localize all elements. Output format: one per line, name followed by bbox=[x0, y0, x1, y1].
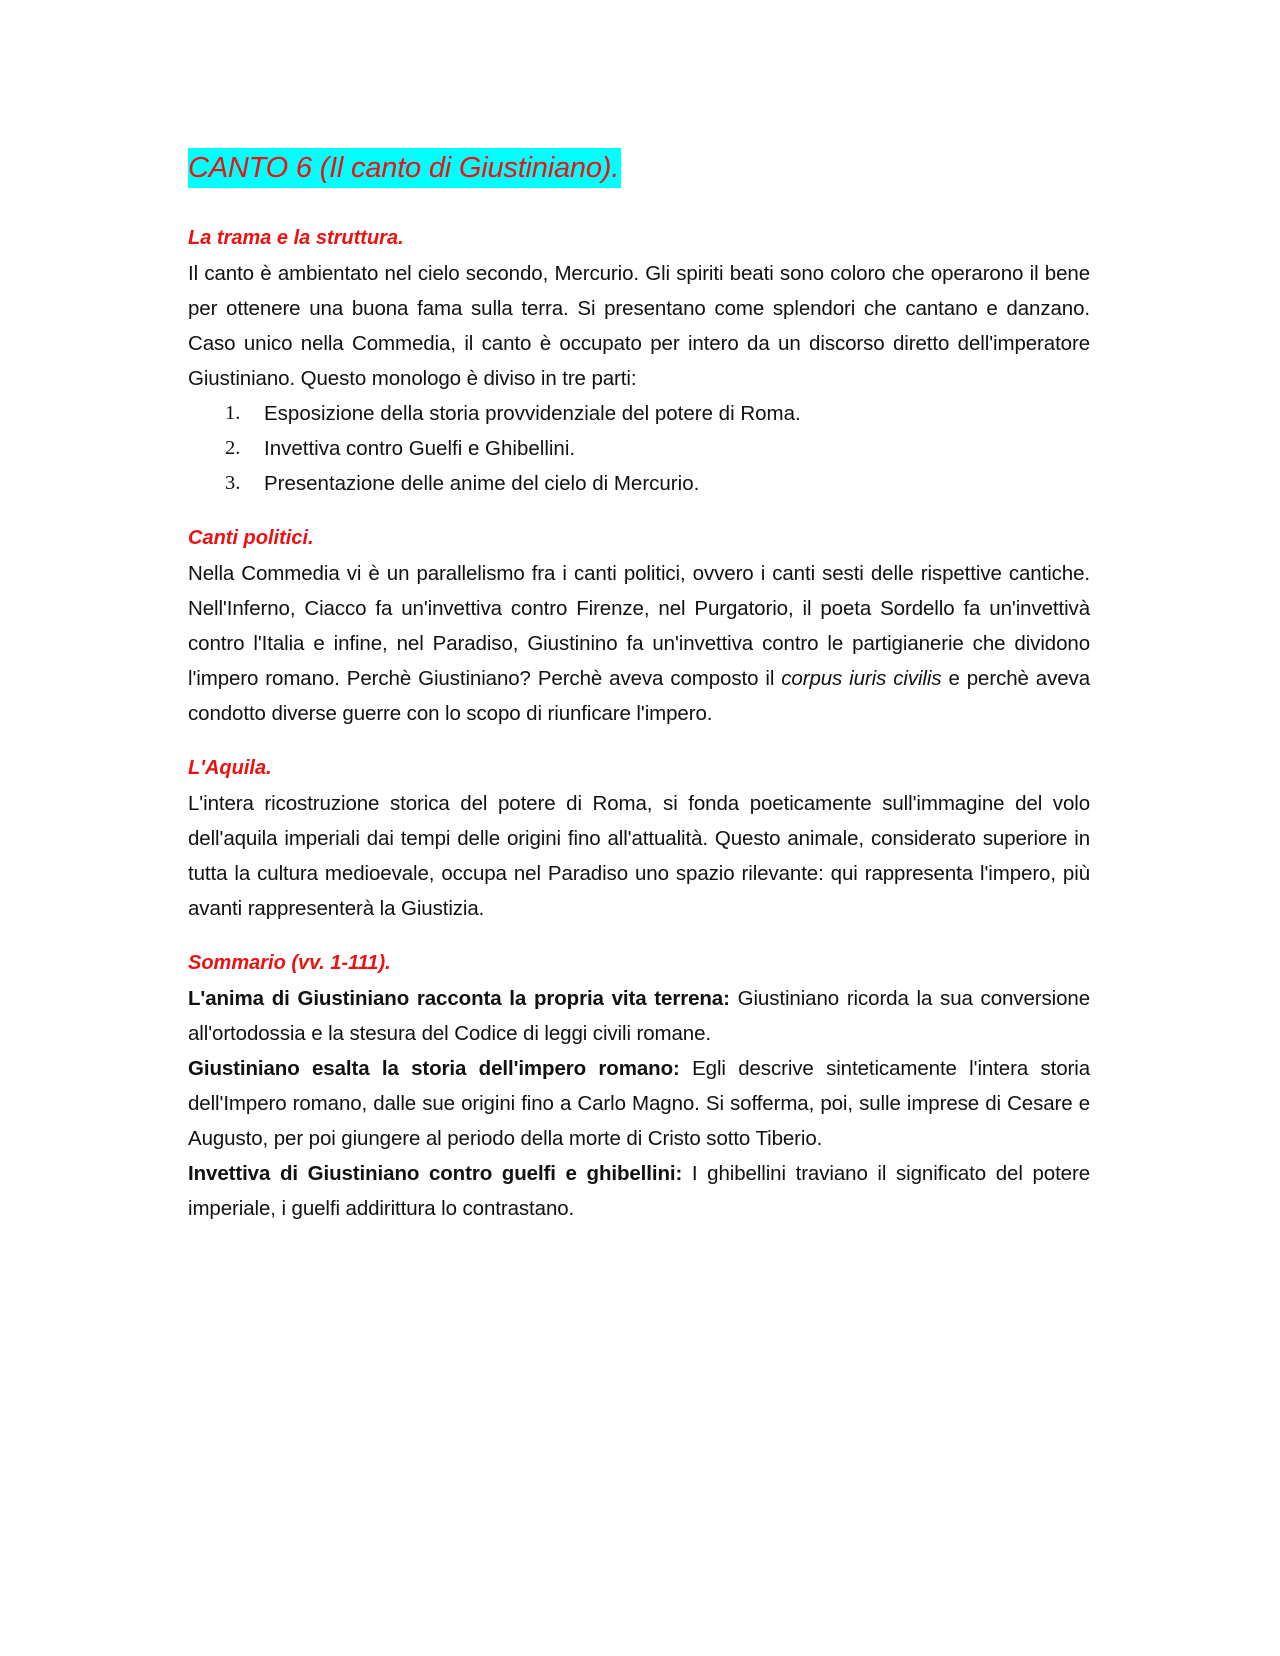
section-aquila bbox=[188, 751, 1090, 926]
list-item bbox=[188, 396, 1090, 431]
sommario-entry-lead: Giustiniano esalta la storia dell'impero romano: bbox=[188, 1057, 680, 1080]
section-sommario bbox=[188, 946, 1090, 1226]
section-trama bbox=[188, 221, 1090, 501]
section-heading-sommario: Sommario (vv. 1-111). bbox=[188, 952, 391, 974]
paragraph-text: e perchè aveva condotto diverse guerre con lo scopo di riunficare l'impero. bbox=[188, 667, 1090, 725]
italic-term: corpus iuris civilis bbox=[781, 667, 942, 690]
sommario-entry bbox=[188, 981, 1090, 1051]
section-heading-canti-politici: Canti politici. bbox=[188, 527, 314, 549]
section-heading-aquila: L'Aquila. bbox=[188, 757, 272, 779]
sommario-entry bbox=[188, 1051, 1090, 1156]
list-number: 3. bbox=[225, 472, 241, 494]
sommario-entry-text: I ghibellini traviano il significato del potere imperiale, i guelfi addirittura lo contrastano. bbox=[188, 1162, 1090, 1220]
sommario-entry-lead: L'anima di Giustiniano racconta la propria vita terrena: bbox=[188, 987, 730, 1010]
list-item-text: Presentazione delle anime del cielo di Mercurio. bbox=[264, 472, 700, 495]
list-item-text: Esposizione della storia provvidenziale del potere di Roma. bbox=[264, 402, 801, 425]
section-canti-politici bbox=[188, 521, 1090, 731]
paragraph-text: Nella Commedia vi è un parallelismo fra i canti politici, ovvero i canti sesti delle rispettive cantiche. Nell'Inferno, Ciacco fa un'invettiva contro Firenze, nel Purgatorio, il poeta Sordello fa un'invettivà contro l'Italia e infine, nel Paradiso, Giustinino fa un'invettiva contro le partigianerie che dividono l'impero romano. Perchè Giustiniano? Perchè aveva composto il bbox=[188, 562, 1090, 690]
list-item bbox=[188, 466, 1090, 501]
sommario-entry-text: Giustiniano ricorda la sua conversione all'ortodossia e la stesura del Codice di leggi civili romane. bbox=[188, 987, 1090, 1045]
paragraph-aquila: L'intera ricostruzione storica del potere di Roma, si fonda poeticamente sull'immagine del volo dell'aquila imperiali dai tempi delle origini fino all'attualità. Questo animale, considerato superiore in tutta la cultura medioevale, occupa nel Paradiso uno spazio rilevante: qui rappresenta l'impero, più avanti rappresenterà la Giustizia. bbox=[188, 792, 1090, 920]
paragraph-trama: Il canto è ambientato nel cielo secondo, Mercurio. Gli spiriti beati sono coloro che operarono il bene per ottenere una buona fama sulla terra. Si presentano come splendori che cantano e danzano. Caso unico nella Commedia, il canto è occupato per intero da un discorso diretto dell'imperatore Giustiniano. Questo monologo è diviso in tre parti: bbox=[188, 262, 1090, 390]
sommario-entry bbox=[188, 1156, 1090, 1226]
numbered-list-parti bbox=[188, 396, 1090, 501]
list-item-text: Invettiva contro Guelfi e Ghibellini. bbox=[264, 437, 576, 460]
paragraph-canti-politici bbox=[188, 556, 1090, 731]
section-heading-trama: La trama e la struttura. bbox=[188, 227, 404, 249]
list-number: 1. bbox=[225, 402, 241, 424]
document-page bbox=[188, 148, 1090, 1226]
list-item bbox=[188, 431, 1090, 466]
list-number: 2. bbox=[225, 437, 241, 459]
sommario-entry-lead: Invettiva di Giustiniano contro guelfi e ghibellini: bbox=[188, 1162, 683, 1185]
document-title: CANTO 6 (Il canto di Giustiniano). bbox=[188, 148, 621, 188]
sommario-entry-text: Egli descrive sinteticamente l'intera storia dell'Impero romano, dalle sue origini fino a Carlo Magno. Si sofferma, poi, sulle imprese di Cesare e Augusto, per poi giungere al periodo della morte di Cristo sotto Tiberio. bbox=[188, 1057, 1090, 1150]
